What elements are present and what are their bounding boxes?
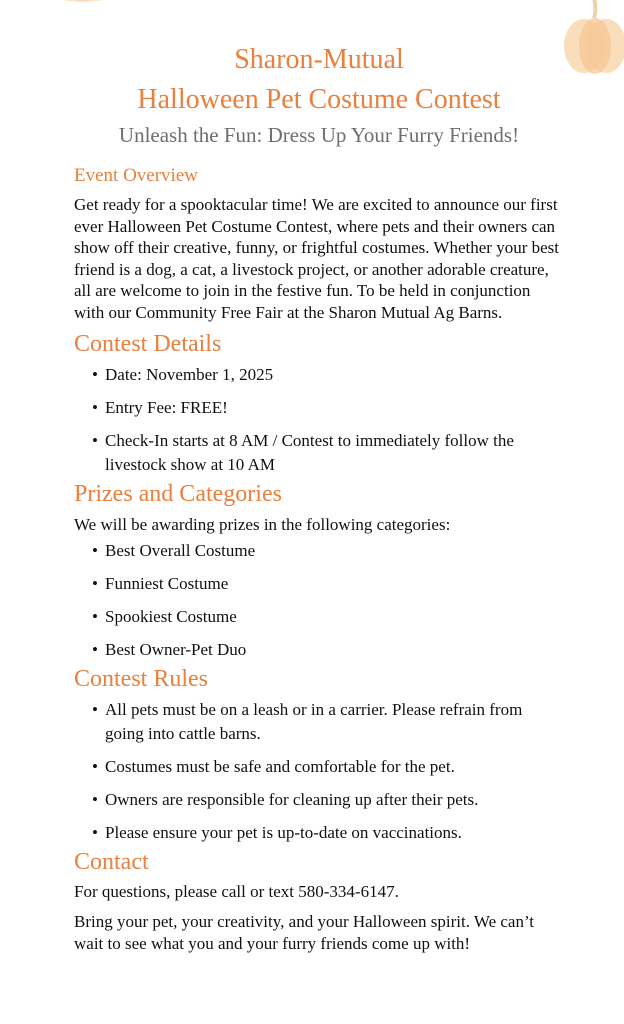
bullet: • <box>92 699 98 719</box>
bullet: • <box>92 365 98 384</box>
prizes-list <box>74 539 564 662</box>
prize-item: Best Owner-Pet Duo <box>105 639 247 659</box>
bullet: • <box>92 606 98 626</box>
list-item <box>74 429 564 477</box>
prize-item: Spookiest Costume <box>105 606 237 626</box>
title-line-1: Sharon-Mutual <box>234 44 404 75</box>
details-heading: Contest Details <box>74 331 222 357</box>
list-item <box>74 755 564 779</box>
page-title <box>44 40 594 120</box>
bullet: • <box>92 573 98 593</box>
closing-text: Bring your pet, your creativity, and your Halloween spirit. We can’t wait to see what you and your furry friends come up with! <box>74 912 535 953</box>
bullet: • <box>92 431 98 450</box>
prizes-heading: Prizes and Categories <box>74 481 282 507</box>
details-list <box>74 363 564 477</box>
title-line-2: Halloween Pet Costume Contest <box>137 84 501 115</box>
bullet: • <box>92 756 98 776</box>
list-item <box>74 363 564 387</box>
details-item-checkin: Check-In starts at 8 AM / Contest to immediately follow the livestock show at 10 AM <box>105 431 514 474</box>
list-item <box>74 605 564 629</box>
list-item <box>74 788 564 812</box>
bullet: • <box>92 398 98 417</box>
prize-item: Best Overall Costume <box>105 540 256 560</box>
rule-item: All pets must be on a leash or in a carrier. Please refrain from going into cattle barns. <box>105 699 523 743</box>
details-item-fee: Entry Fee: FREE! <box>105 398 228 417</box>
details-item-date: Date: November 1, 2025 <box>105 365 274 384</box>
bullet: • <box>92 639 98 659</box>
prizes-intro: We will be awarding prizes in the following categories: <box>74 515 451 534</box>
list-item <box>74 572 564 596</box>
contact-heading: Contact <box>74 848 149 875</box>
list-item <box>74 638 564 662</box>
rule-item: Please ensure your pet is up-to-date on vaccinations. <box>105 822 462 842</box>
bullet: • <box>92 822 98 842</box>
list-item <box>74 539 564 563</box>
overview-text: Get ready for a spooktacular time! We are excited to announce our first ever Halloween Pet Costume Contest, where pets and their owners can show off their creative, funny, or frightful costumes. Whether your best friend is a dog, a cat, a livestock project, or another adorable creature, all are welcome to join in the festive fun. To be held in conjunction with our Community Free Fair at the Sharon Mutual Ag Barns. <box>74 195 559 322</box>
rule-item: Costumes must be safe and comfortable for the pet. <box>105 756 455 776</box>
contact-line: For questions, please call or text 580-334-6147. <box>74 881 399 901</box>
list-item <box>74 396 564 420</box>
flyer-content <box>74 0 564 954</box>
list-item <box>74 698 564 746</box>
bullet: • <box>92 540 98 560</box>
overview-heading: Event Overview <box>74 165 198 186</box>
bullet: • <box>92 789 98 809</box>
rule-item: Owners are responsible for cleaning up after their pets. <box>105 789 479 809</box>
rules-heading: Contest Rules <box>74 665 209 692</box>
rules-list <box>74 698 564 845</box>
list-item <box>74 821 564 845</box>
prize-item: Funniest Costume <box>105 573 229 593</box>
page-subtitle: Unleash the Fun: Dress Up Your Furry Friends! <box>118 123 520 147</box>
